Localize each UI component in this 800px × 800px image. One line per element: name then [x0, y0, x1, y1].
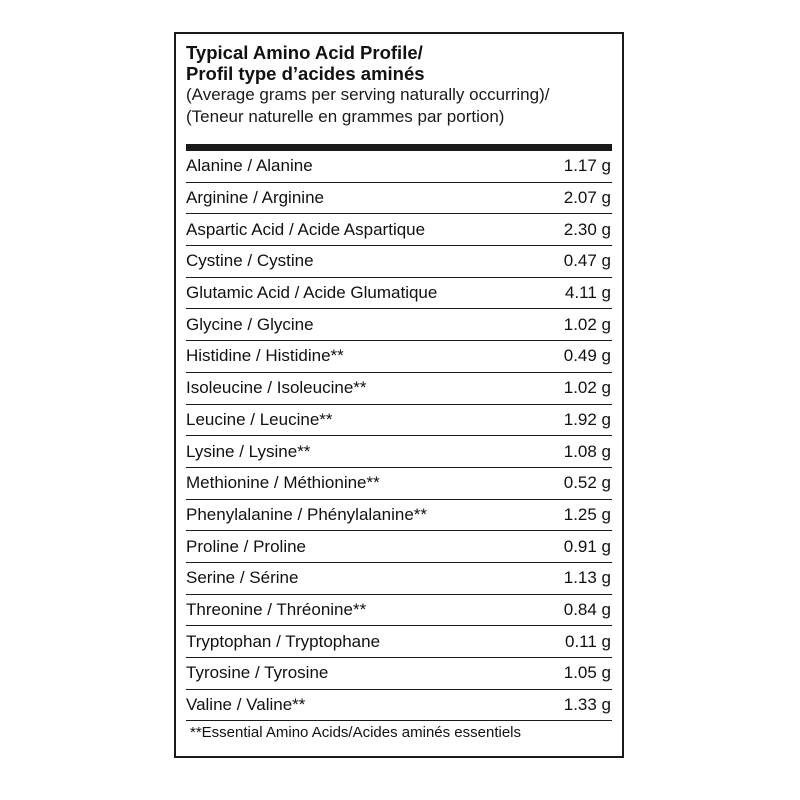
table-row — [186, 626, 612, 658]
table-row — [186, 341, 612, 373]
amino-acid-table — [186, 151, 612, 721]
amino-acid-name: Arginine / Arginine — [186, 188, 324, 208]
amino-acid-amount: 0.91 g — [563, 536, 611, 556]
amino-acid-amount: 0.84 g — [563, 599, 611, 619]
table-row — [186, 278, 612, 310]
table-row — [186, 595, 612, 627]
amino-acid-name: Isoleucine / Isoleucine** — [186, 378, 367, 398]
amino-acid-name: Glycine / Glycine — [186, 314, 314, 334]
amino-acid-amount: 0.49 g — [563, 346, 611, 366]
amino-acid-name: Glutamic Acid / Acide Glumatique — [186, 283, 438, 303]
table-row — [186, 214, 612, 246]
table-row — [186, 436, 612, 468]
amino-acid-name: Methionine / Méthionine** — [186, 473, 380, 493]
amino-acid-name: Tryptophan / Tryptophane — [186, 631, 381, 651]
table-row — [186, 563, 612, 595]
amino-acid-amount: 1.02 g — [563, 378, 611, 398]
amino-acid-amount: 1.33 g — [563, 695, 611, 715]
amino-acid-amount: 1.05 g — [563, 663, 611, 683]
amino-acid-name: Histidine / Histidine** — [186, 346, 344, 366]
table-row — [186, 690, 612, 722]
amino-acid-amount: 1.02 g — [563, 314, 611, 334]
table-row — [186, 405, 612, 437]
amino-acid-name: Phenylalanine / Phénylalanine** — [186, 504, 428, 524]
amino-acid-amount: 0.11 g — [564, 631, 611, 651]
amino-acid-name: Valine / Valine** — [186, 695, 306, 715]
amino-acid-name: Alanine / Alanine — [186, 156, 313, 176]
table-row — [186, 183, 612, 215]
amino-acid-amount: 1.13 g — [563, 568, 611, 588]
amino-acid-name: Lysine / Lysine** — [186, 441, 311, 461]
footnote: **Essential Amino Acids/Acides aminés essentiels — [190, 724, 521, 741]
amino-acid-amount: 0.52 g — [563, 473, 611, 493]
panel-header — [186, 42, 612, 128]
amino-acid-amount: 2.07 g — [563, 188, 611, 208]
table-row — [186, 468, 612, 500]
table-row — [186, 500, 612, 532]
amino-acid-amount: 4.11 g — [564, 283, 611, 303]
table-row — [186, 373, 612, 405]
table-row — [186, 658, 612, 690]
amino-acid-name: Cystine / Cystine — [186, 251, 314, 271]
amino-acid-name: Tyrosine / Tyrosine — [186, 663, 329, 683]
amino-acid-amount: 1.92 g — [563, 409, 611, 429]
amino-acid-amount: 1.17 g — [563, 156, 611, 176]
table-row — [186, 151, 612, 183]
amino-acid-name: Proline / Proline — [186, 536, 307, 556]
amino-acid-name: Leucine / Leucine** — [186, 409, 333, 429]
amino-acid-name: Threonine / Thréonine** — [186, 599, 367, 619]
subtitle-english: (Average grams per serving naturally occurring)/ — [186, 85, 550, 104]
amino-acid-amount: 1.25 g — [563, 504, 611, 524]
amino-acid-profile-panel — [174, 32, 624, 758]
table-row — [186, 531, 612, 563]
title-french: Profil type d’acides aminés — [186, 63, 425, 84]
amino-acid-name: Aspartic Acid / Acide Aspartique — [186, 219, 426, 239]
header-divider — [186, 144, 612, 151]
amino-acid-amount: 1.08 g — [563, 441, 611, 461]
table-row — [186, 309, 612, 341]
amino-acid-name: Serine / Sérine — [186, 568, 299, 588]
title-english: Typical Amino Acid Profile/ — [186, 42, 423, 63]
table-row — [186, 246, 612, 278]
subtitle-french: (Teneur naturelle en grammes par portion) — [186, 107, 505, 126]
amino-acid-amount: 0.47 g — [563, 251, 611, 271]
amino-acid-amount: 2.30 g — [563, 219, 611, 239]
